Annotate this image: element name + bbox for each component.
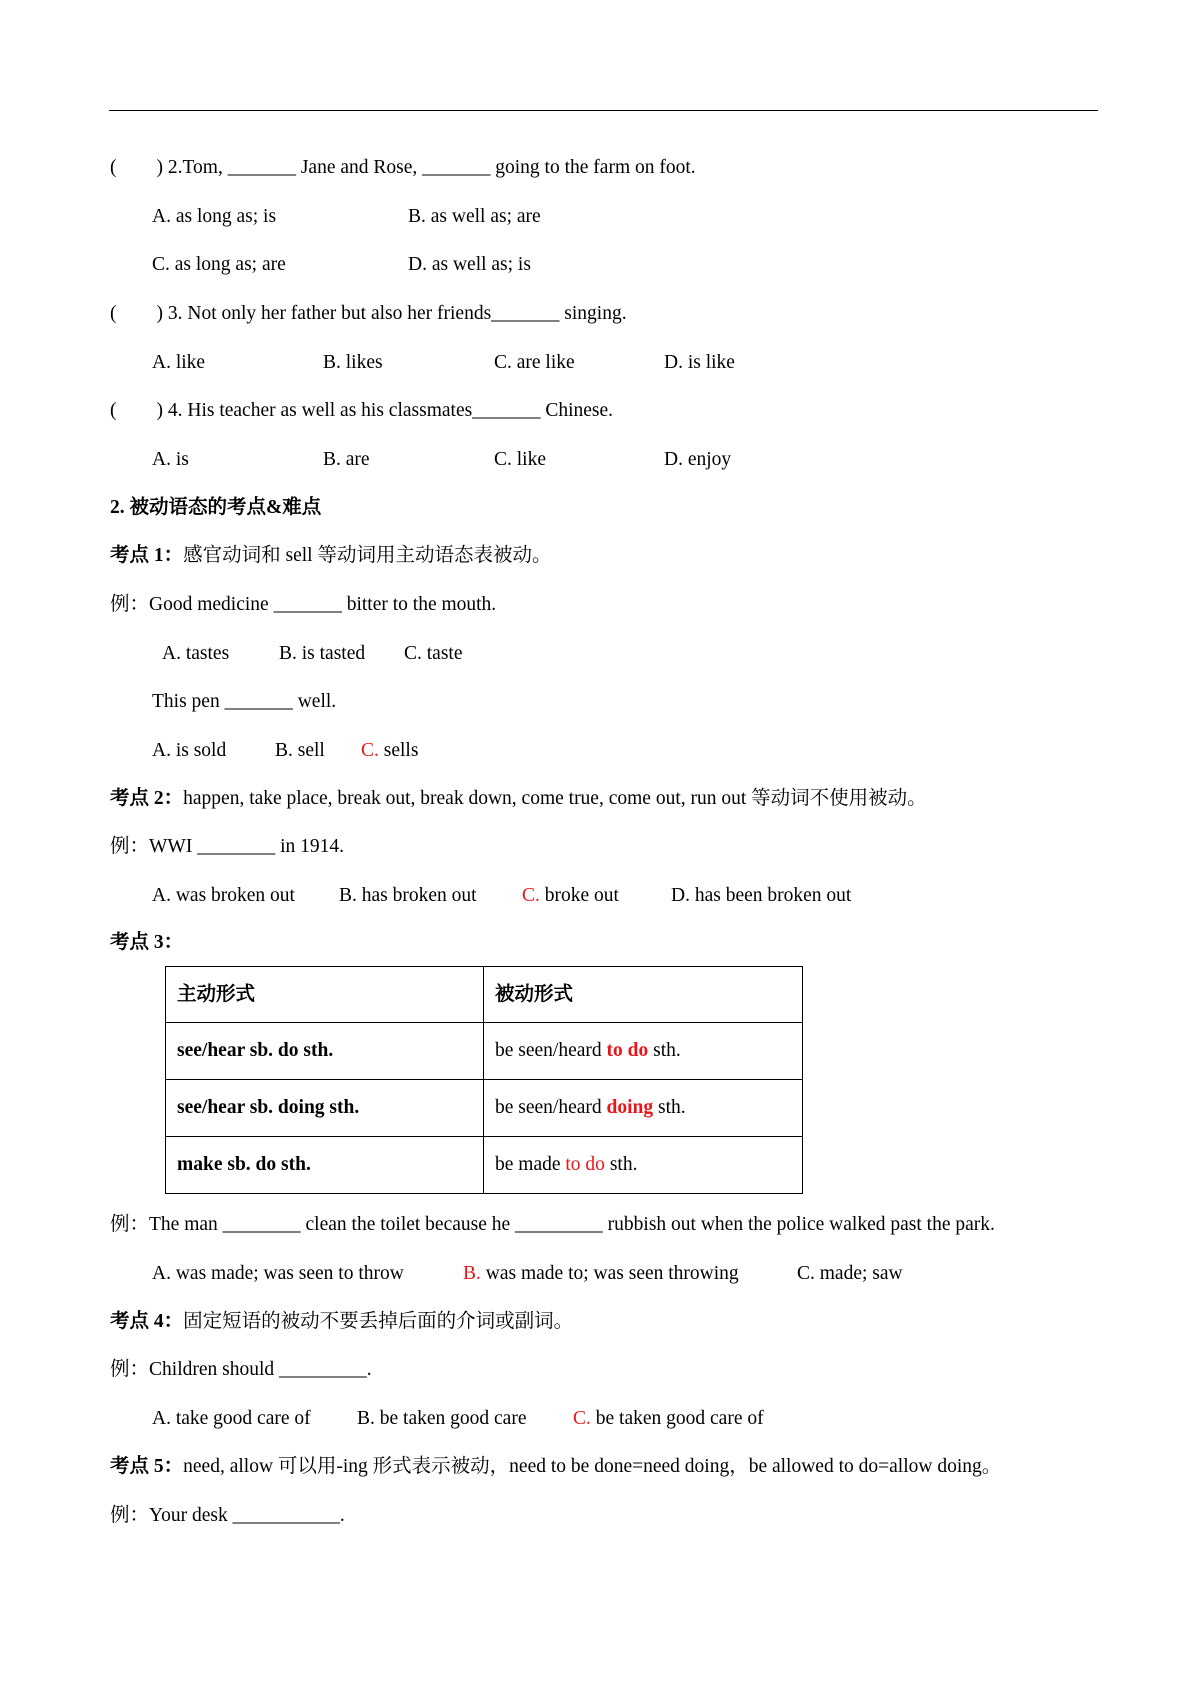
point-label: 考点 5：	[110, 1456, 184, 1477]
option-a: A. is sold	[152, 740, 227, 761]
point-label: 考点 4：	[110, 1311, 184, 1332]
table-row	[166, 1080, 803, 1137]
point-text: need, allow 可以用-ing 形式表示被动，need to be done=need doing，be allowed to do=allow doing。	[183, 1456, 1002, 1477]
point-4	[110, 1309, 573, 1335]
example-label: 例：	[110, 1214, 150, 1235]
example-1: 例：Good medicine _______ bitter to the mouth.	[110, 594, 497, 615]
answer-blank: _______	[273, 594, 342, 615]
point-label: 考点 2：	[110, 788, 184, 809]
option-a: A. tastes	[162, 643, 230, 664]
table-row	[166, 1137, 803, 1194]
active-form: see/hear sb. doing sth.	[166, 1080, 484, 1137]
example: 例：Your desk ___________.	[110, 1505, 345, 1526]
question-2	[110, 155, 696, 181]
option-c: C. made; saw	[797, 1263, 903, 1284]
example-label: 例：	[110, 1359, 150, 1380]
option-b: B. likes	[323, 352, 383, 373]
option-a: A. was broken out	[152, 885, 295, 906]
question-3	[110, 301, 627, 327]
point-3-label: 考点 3：	[110, 932, 184, 953]
example-2: This pen _______ well.	[152, 691, 337, 712]
answer-letter: B.	[463, 1263, 481, 1284]
option-c: C. are like	[494, 352, 575, 373]
point-2	[110, 786, 927, 812]
option-c: C. like	[494, 449, 546, 470]
highlight: to do	[565, 1154, 605, 1175]
question-stem: ) 2.Tom, _______ Jane and Rose, _______ going to the farm on foot.	[156, 157, 696, 178]
option-d: D. is like	[664, 352, 735, 373]
header-active: 主动形式	[166, 967, 484, 1023]
point-text: 感官动词和 sell 等动词用主动语态表被动。	[183, 545, 552, 566]
question-stem: ) 3. Not only her father but also her friends_______ singing.	[156, 303, 627, 324]
active-form: see/hear sb. do sth.	[166, 1023, 484, 1080]
option-d: D. enjoy	[664, 449, 732, 470]
header-rule	[109, 110, 1098, 111]
answer-paren: (	[110, 303, 117, 324]
header-passive: 被动形式	[484, 967, 803, 1023]
option-b: B. sell	[275, 740, 325, 761]
option-c-answer: C. broke out	[522, 885, 619, 906]
option-d: D. as well as; is	[408, 254, 531, 275]
answer-letter: C.	[361, 740, 379, 761]
question-4	[110, 398, 613, 424]
point-label: 考点 1：	[110, 545, 184, 566]
point-1	[110, 543, 551, 569]
option-a: A. as long as; is	[152, 206, 277, 227]
option-d: D. has been broken out	[671, 885, 852, 906]
example-label: 例：	[110, 836, 150, 857]
section-heading: 2. 被动语态的考点&难点	[110, 497, 322, 518]
answer-paren: (	[110, 157, 117, 178]
answer-paren: (	[110, 400, 117, 421]
voice-comparison-table	[165, 966, 803, 1194]
highlight: to do	[606, 1040, 649, 1061]
option-a: A. like	[152, 352, 206, 373]
example: 例：The man ________ clean the toilet because he _________ rubbish out when the police walked past the park.	[110, 1214, 995, 1235]
option-b: B. as well as; are	[408, 206, 541, 227]
point-text: happen, take place, break out, break down, come true, come out, run out 等动词不使用被动。	[183, 788, 927, 809]
option-a: A. is	[152, 449, 189, 470]
passive-form: be seen/heard doing sth.	[484, 1080, 803, 1137]
option-c-answer: C. sells	[361, 740, 419, 761]
option-b: B. are	[323, 449, 370, 470]
question-stem: ) 4. His teacher as well as his classmates_______ Chinese.	[156, 400, 614, 421]
option-c: C. as long as; are	[152, 254, 286, 275]
example: 例：Children should _________.	[110, 1359, 372, 1380]
table-header-row	[166, 967, 803, 1023]
highlight: doing	[606, 1097, 654, 1118]
option-a: A. take good care of	[152, 1408, 311, 1429]
active-form: make sb. do sth.	[166, 1137, 484, 1194]
option-a: A. was made; was seen to throw	[152, 1263, 404, 1284]
example: 例：WWI ________ in 1914.	[110, 836, 344, 857]
point-5	[110, 1454, 1001, 1480]
option-b-answer: B. was made to; was seen throwing	[463, 1263, 739, 1284]
option-c-answer: C. be taken good care of	[573, 1408, 764, 1429]
passive-form: be seen/heard to do sth.	[484, 1023, 803, 1080]
option-b: B. has broken out	[339, 885, 477, 906]
table-row	[166, 1023, 803, 1080]
example-label: 例：	[110, 594, 150, 615]
example-label: 例：	[110, 1505, 150, 1526]
option-b: B. is tasted	[279, 643, 366, 664]
answer-letter: C.	[573, 1408, 591, 1429]
answer-blank: _______	[224, 691, 293, 712]
answer-letter: C.	[522, 885, 540, 906]
option-b: B. be taken good care	[357, 1408, 527, 1429]
point-text: 固定短语的被动不要丢掉后面的介词或副词。	[183, 1311, 574, 1332]
option-c: C. taste	[404, 643, 463, 664]
passive-form: be made to do sth.	[484, 1137, 803, 1194]
